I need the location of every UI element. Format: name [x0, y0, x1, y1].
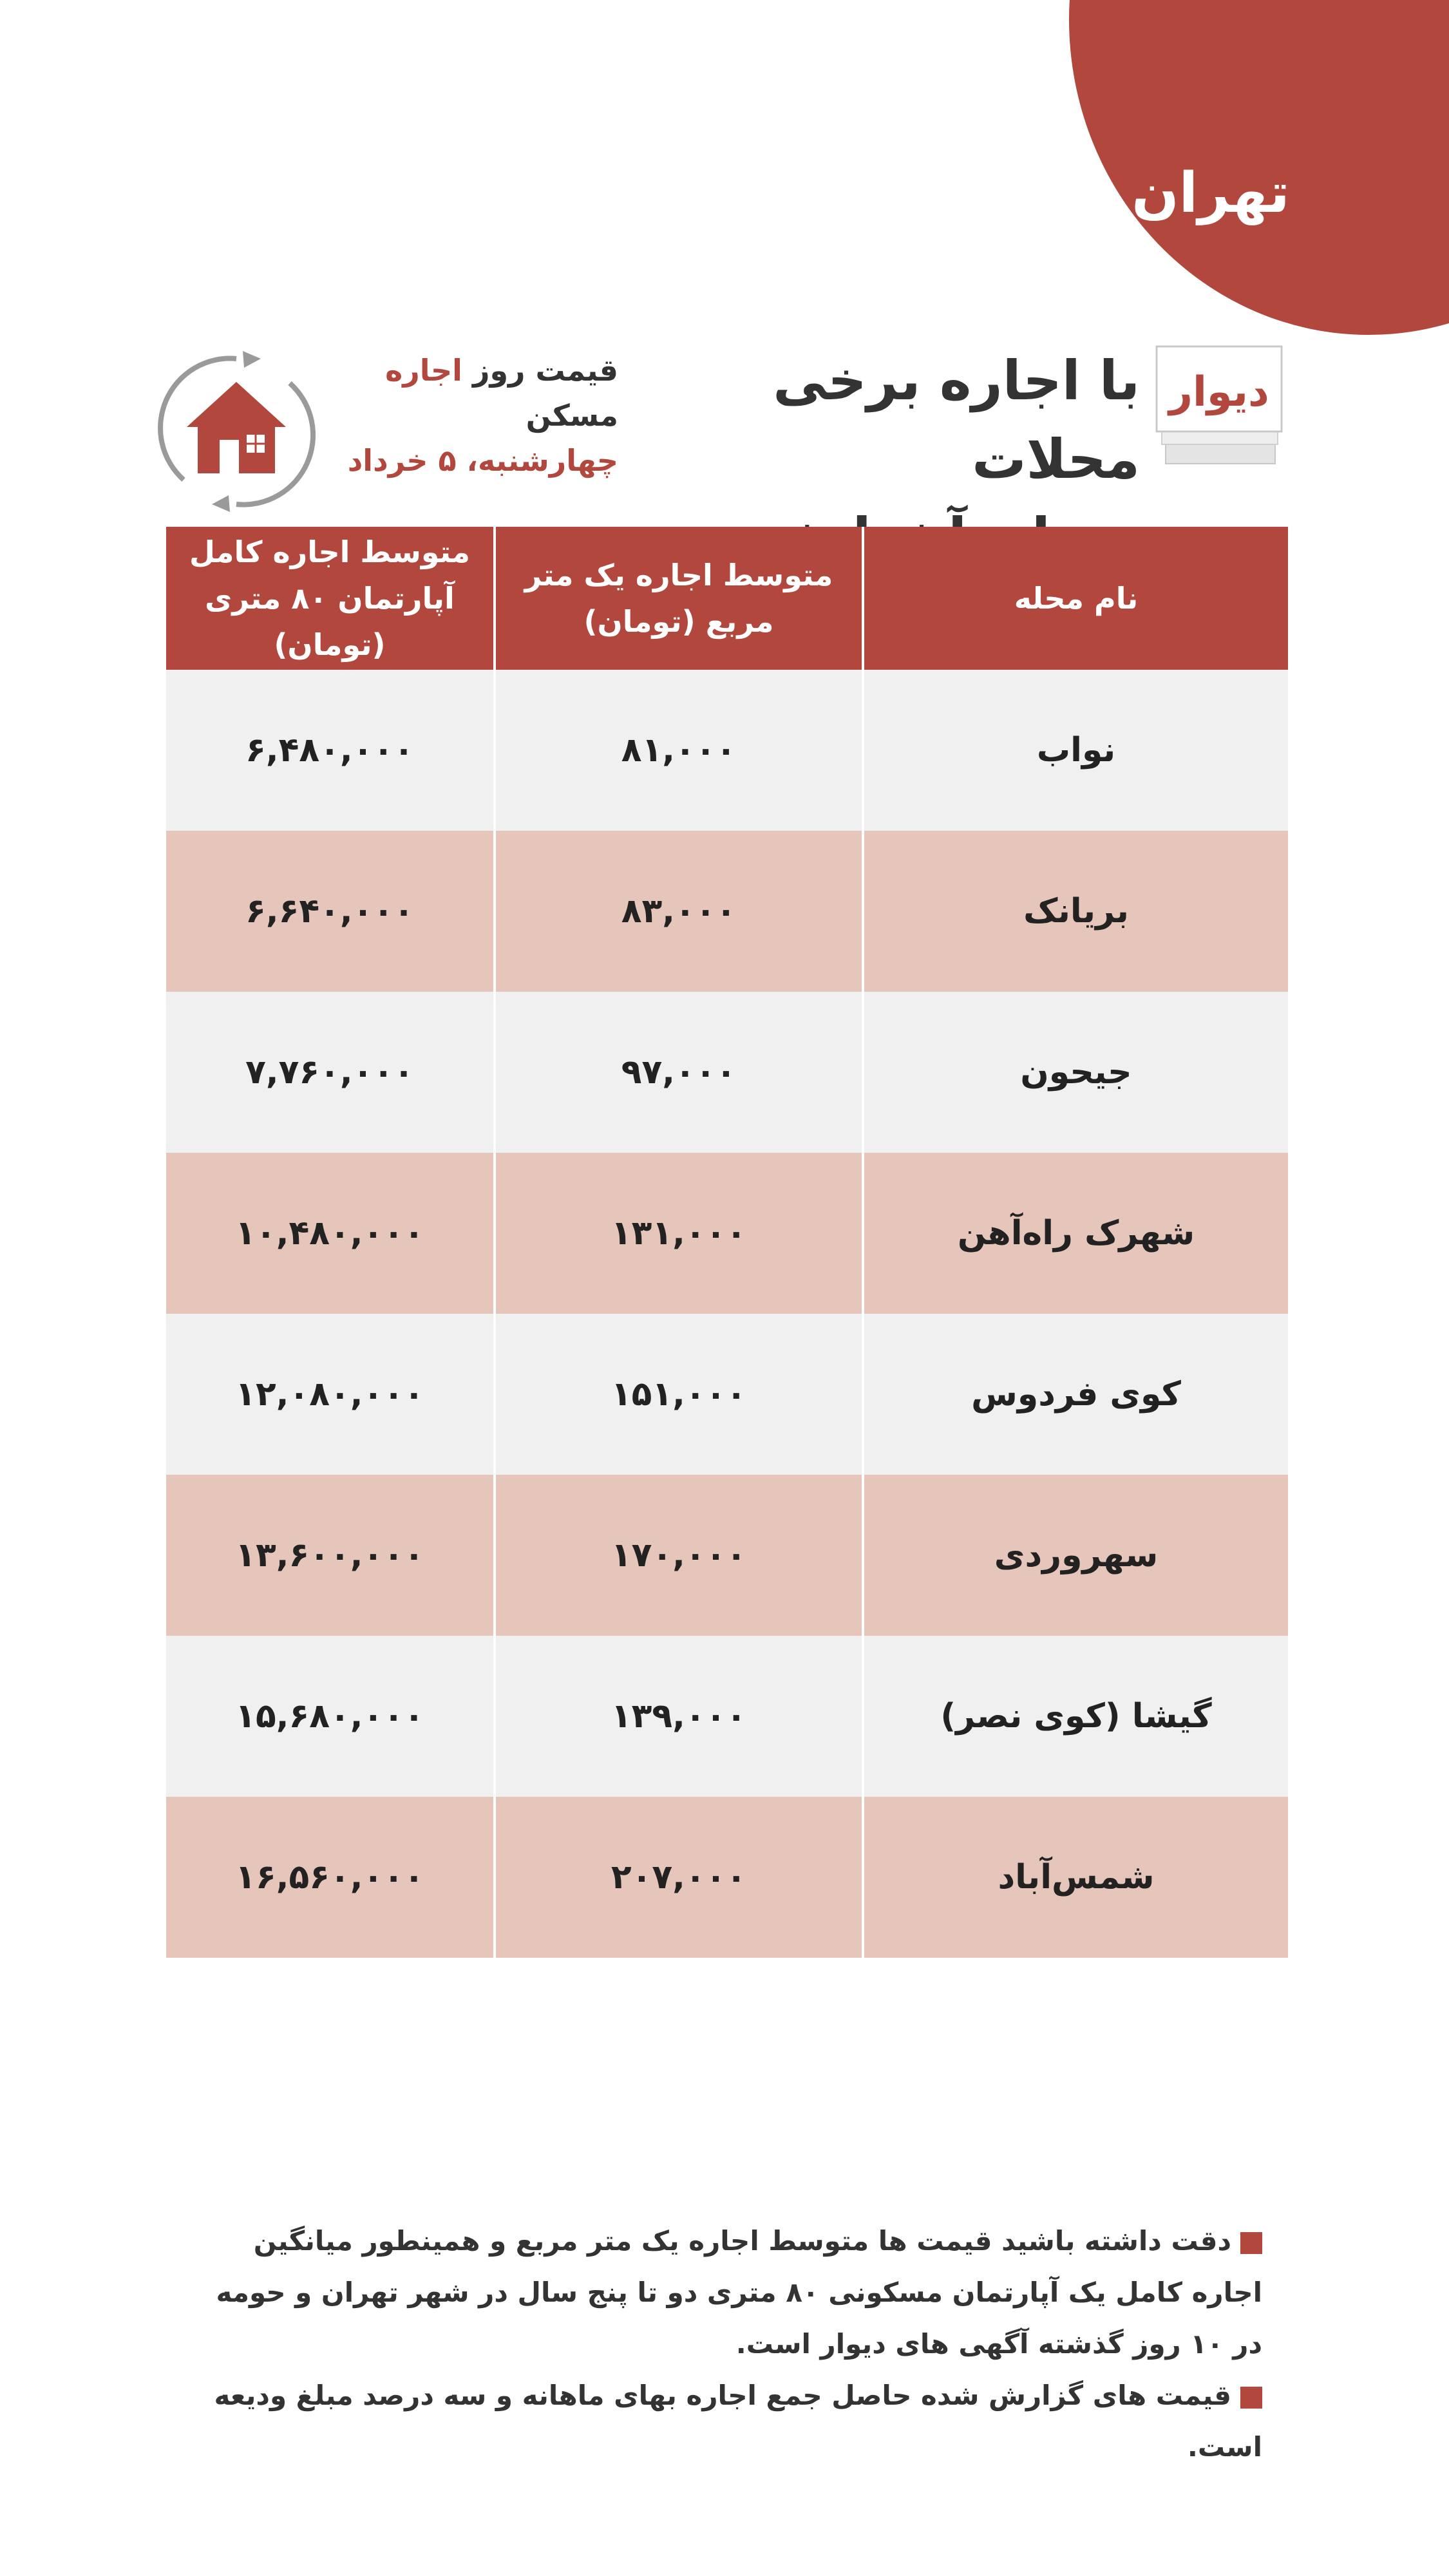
table-header — [166, 527, 1288, 670]
divar-logo — [1153, 341, 1288, 470]
table-row — [166, 670, 1288, 831]
neighborhood-name: جیحون — [864, 992, 1288, 1153]
table-row — [166, 1797, 1288, 1958]
per-meter-price: ۱۷۰,۰۰۰ — [493, 1475, 864, 1636]
full-price: ۱۲,۰۸۰,۰۰۰ — [166, 1314, 493, 1475]
neighborhood-name: شهرک راه‌آهن — [864, 1153, 1288, 1314]
per-meter-price: ۸۳,۰۰۰ — [493, 831, 864, 992]
header-neighborhood: نام محله — [864, 527, 1288, 670]
neighborhood-name: سهروردی — [864, 1475, 1288, 1636]
table-row — [166, 1314, 1288, 1475]
per-meter-price: ۲۰۷,۰۰۰ — [493, 1797, 864, 1958]
info-prefix: قیمت روز — [462, 353, 618, 388]
per-meter-price: ۱۳۹,۰۰۰ — [493, 1636, 864, 1797]
per-meter-price: ۹۷,۰۰۰ — [493, 992, 864, 1153]
full-price: ۶,۴۸۰,۰۰۰ — [166, 670, 493, 831]
full-price: ۱۳,۶۰۰,۰۰۰ — [166, 1475, 493, 1636]
date-info — [303, 348, 618, 483]
footnote-1 — [193, 2215, 1262, 2370]
per-meter-price: ۱۳۱,۰۰۰ — [493, 1153, 864, 1314]
neighborhood-name: شمس‌آباد — [864, 1797, 1288, 1958]
per-meter-price: ۸۱,۰۰۰ — [493, 670, 864, 831]
per-meter-price: ۱۵۱,۰۰۰ — [493, 1314, 864, 1475]
neighborhood-name: گیشا (کوی نصر) — [864, 1636, 1288, 1797]
footnote-text: دقت داشته باشید قیمت ها متوسط اجاره یک متر مربع و همینطور میانگین اجاره کامل یک آپارتمان مسکونی ۸۰ متری دو تا پنج سال در شهر تهران و حومه در ۱۰ روز گذشته آگهی های دیوار است. — [216, 2225, 1262, 2360]
footnote-text: قیمت های گزارش شده حاصل جمع اجاره بهای ماهانه و سه درصد مبلغ ودیعه است. — [214, 2380, 1262, 2463]
full-price: ۱۶,۵۶۰,۰۰۰ — [166, 1797, 493, 1958]
neighborhood-name: نواب — [864, 670, 1288, 831]
info-date: چهارشنبه، ۵ خرداد — [347, 443, 618, 478]
neighborhood-name: کوی فردوس — [864, 1314, 1288, 1475]
full-price: ۱۰,۴۸۰,۰۰۰ — [166, 1153, 493, 1314]
full-price: ۷,۷۶۰,۰۰۰ — [166, 992, 493, 1153]
header-per-meter: متوسط اجاره یک متر مربع (تومان) — [493, 527, 864, 670]
bullet-square-icon — [1240, 2387, 1262, 2409]
table-row — [166, 831, 1288, 992]
neighborhood-name: بریانک — [864, 831, 1288, 992]
info-suffix: مسکن — [526, 398, 618, 433]
full-price: ۶,۶۴۰,۰۰۰ — [166, 831, 493, 992]
full-price: ۱۵,۶۸۰,۰۰۰ — [166, 1636, 493, 1797]
footnote-2 — [193, 2370, 1262, 2473]
info-highlight: اجاره — [385, 353, 462, 388]
table-row — [166, 1636, 1288, 1797]
bullet-square-icon — [1240, 2232, 1262, 2254]
info-line1 — [303, 348, 618, 438]
logo-text: دیوار — [1169, 368, 1269, 416]
footnotes — [193, 2215, 1262, 2473]
table-row — [166, 1153, 1288, 1314]
header-full-apartment: متوسط اجاره کامل آپارتمان ۸۰ متری (تومان) — [166, 527, 493, 670]
headline-line1: با اجاره برخی محلات — [773, 349, 1140, 491]
house-icon — [158, 345, 316, 518]
table-row — [166, 992, 1288, 1153]
rent-table — [166, 527, 1288, 1958]
table-row — [166, 1475, 1288, 1636]
city-title: تهران — [1132, 161, 1290, 225]
